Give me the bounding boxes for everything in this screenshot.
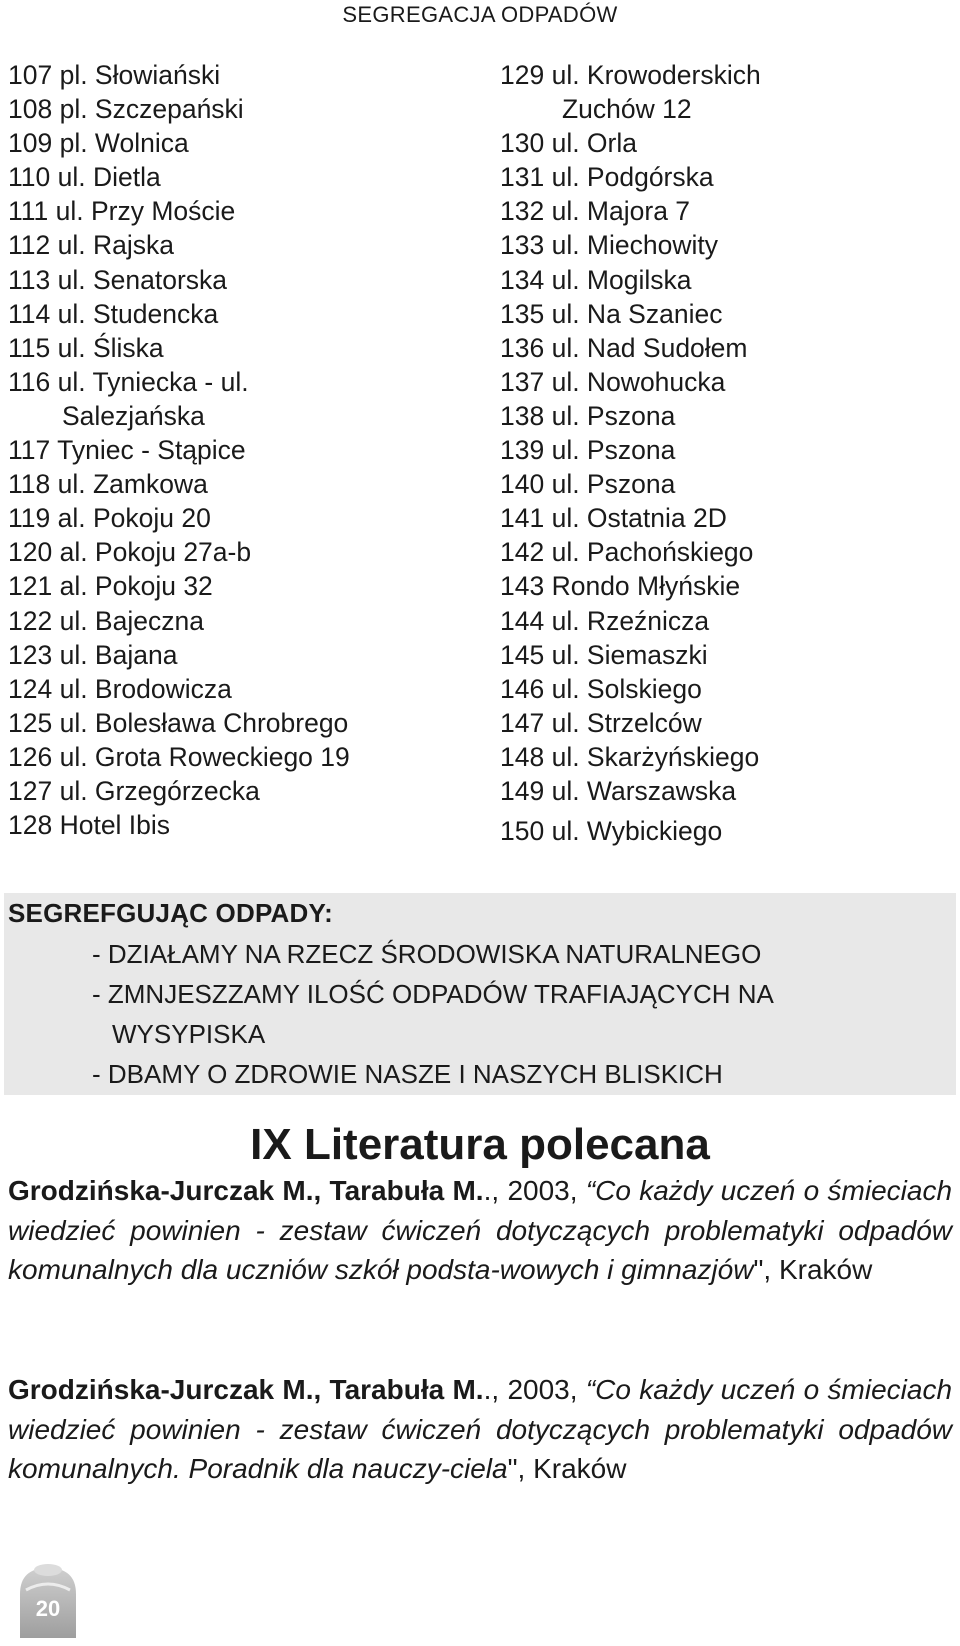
list-item-text: 125 ul. Bolesława Chrobrego bbox=[8, 707, 349, 738]
list-item bbox=[8, 467, 468, 501]
info-box-line-text: - DBAMY O ZDROWIE NASZE I NASZYCH BLISKICH bbox=[92, 1059, 723, 1089]
list-item bbox=[500, 740, 940, 774]
reference-place: ", Kraków bbox=[753, 1254, 873, 1285]
list-item bbox=[500, 569, 940, 603]
reference-title: “Co każdy uczeń o śmieciach wiedzieć powinien - zestaw ćwiczeń dotyczących problematyki odpadów komunalnych dla uczniów szkół podsta-wowych i gimnazjów bbox=[8, 1175, 953, 1285]
info-box-line-continuation: WYSYPISKA bbox=[112, 1019, 266, 1049]
list-item bbox=[8, 160, 468, 194]
list-item bbox=[8, 58, 468, 92]
list-item bbox=[500, 126, 940, 160]
list-item bbox=[500, 638, 940, 672]
list-item bbox=[500, 297, 940, 331]
list-item bbox=[500, 58, 940, 126]
list-item bbox=[8, 263, 468, 297]
list-item bbox=[500, 160, 940, 194]
list-item bbox=[8, 706, 468, 740]
list-item-text: 143 Rondo Młyńskie bbox=[500, 571, 741, 602]
list-item bbox=[500, 365, 940, 399]
reference-place: ", Kraków bbox=[507, 1453, 627, 1484]
running-header: SEGREGACJA ODPADÓW bbox=[342, 2, 618, 27]
list-item bbox=[500, 433, 940, 467]
list-item-text: 132 ul. Majora 7 bbox=[500, 196, 691, 227]
list-item bbox=[8, 194, 468, 228]
section-title: IX Literatura polecana bbox=[250, 1120, 710, 1169]
list-item bbox=[8, 433, 468, 467]
list-item-text: 129 ul. Krowoderskich bbox=[500, 60, 761, 90]
list-item-text: 134 ul. Mogilska bbox=[500, 264, 692, 295]
list-item bbox=[8, 774, 468, 808]
list-item bbox=[8, 365, 468, 433]
list-item-text: 133 ul. Miechowity bbox=[500, 230, 718, 261]
list-item-text: 144 ul. Rzeźnicza bbox=[500, 605, 710, 636]
list-item-text: 148 ul. Skarżyńskiego bbox=[500, 741, 760, 772]
list-item bbox=[500, 467, 940, 501]
list-item-text: 138 ul. Pszona bbox=[500, 400, 676, 431]
list-item-text: 117 Tyniec - Stąpice bbox=[8, 435, 246, 466]
list-item-text: 135 ul. Na Szaniec bbox=[500, 298, 723, 329]
reference-year: ., 2003, bbox=[483, 1374, 586, 1405]
info-box-line bbox=[92, 1054, 774, 1094]
list-item-text: 118 ul. Zamkowa bbox=[8, 469, 208, 500]
list-item-text: 131 ul. Podgórska bbox=[500, 162, 714, 193]
location-list-left bbox=[8, 58, 468, 842]
list-item-text: 107 pl. Słowiański bbox=[8, 60, 221, 90]
page-number: 20 bbox=[35, 1596, 61, 1621]
info-box-line bbox=[92, 934, 774, 974]
list-item-text: 122 ul. Bajeczna bbox=[8, 605, 204, 636]
list-item bbox=[8, 569, 468, 603]
list-item-text: 147 ul. Strzelców bbox=[500, 707, 702, 738]
list-item bbox=[8, 604, 468, 638]
list-item-text: 124 ul. Brodowicza bbox=[8, 673, 232, 704]
list-item-text: 111 ul. Przy Moście bbox=[8, 196, 236, 227]
list-item-text: 112 ul. Rajska bbox=[8, 230, 174, 261]
list-item-text: 128 Hotel Ibis bbox=[8, 810, 171, 841]
list-item bbox=[8, 126, 468, 160]
list-item-continuation: Zuchów 12 bbox=[562, 94, 692, 125]
list-item-text: 130 ul. Orla bbox=[500, 128, 637, 159]
list-item-text: 113 ul. Senatorska bbox=[8, 264, 228, 295]
list-item bbox=[500, 399, 940, 433]
list-item-text: 109 pl. Wolnica bbox=[8, 128, 189, 159]
list-item bbox=[500, 672, 940, 706]
list-item-text: 108 pl. Szczepański bbox=[8, 94, 244, 125]
list-item bbox=[500, 501, 940, 535]
list-item-text: 114 ul. Studencka bbox=[8, 298, 219, 329]
list-item-text: 149 ul. Warszawska bbox=[500, 775, 737, 806]
reference-2 bbox=[8, 1370, 952, 1489]
info-box-title: SEGREFGUJĄC ODPADY: bbox=[8, 898, 333, 928]
info-box-list bbox=[92, 934, 774, 1094]
info-box-line-text: - DZIAŁAMY NA RZECZ ŚRODOWISKA NATURALNEGO bbox=[92, 939, 762, 969]
reference-author: Grodzińska-Jurczak M., Tarabuła M. bbox=[8, 1374, 484, 1405]
list-item bbox=[500, 331, 940, 365]
list-item-text: 146 ul. Solskiego bbox=[500, 673, 702, 704]
reference-author: Grodzińska-Jurczak M., Tarabuła M. bbox=[8, 1175, 484, 1206]
list-item bbox=[8, 740, 468, 774]
location-list-right bbox=[500, 58, 940, 848]
list-item bbox=[8, 672, 468, 706]
list-item bbox=[500, 263, 940, 297]
list-item bbox=[8, 297, 468, 331]
list-item-continuation: Salezjańska bbox=[62, 400, 205, 431]
list-item-text: 142 ul. Pachońskiego bbox=[500, 537, 754, 568]
list-item-text: 140 ul. Pszona bbox=[500, 469, 676, 500]
list-item-text: 136 ul. Nad Sudołem bbox=[500, 332, 748, 363]
list-item-text: 120 al. Pokoju 27a-b bbox=[8, 537, 252, 568]
reference-year: ., 2003, bbox=[483, 1175, 586, 1206]
list-item bbox=[500, 814, 940, 848]
list-item-text: 137 ul. Nowohucka bbox=[500, 366, 726, 397]
list-item bbox=[500, 194, 940, 228]
info-box-line-text: - ZMNJESZZAMY ILOŚĆ ODPADÓW TRAFIAJĄCYCH NA bbox=[92, 979, 774, 1009]
info-box-line bbox=[92, 974, 774, 1054]
list-item bbox=[8, 501, 468, 535]
list-item-text: 139 ul. Pszona bbox=[500, 435, 676, 466]
list-item bbox=[8, 92, 468, 126]
list-item bbox=[8, 331, 468, 365]
list-item-text: 110 ul. Dietla bbox=[8, 162, 161, 193]
list-item bbox=[500, 604, 940, 638]
list-item-text: 116 ul. Tyniecka - ul. bbox=[8, 366, 249, 397]
list-item bbox=[500, 535, 940, 569]
list-item bbox=[500, 706, 940, 740]
list-item-text: 126 ul. Grota Roweckiego 19 bbox=[8, 741, 350, 772]
list-item bbox=[8, 638, 468, 672]
list-item-text: 121 al. Pokoju 32 bbox=[8, 571, 213, 602]
list-item-text: 145 ul. Siemaszki bbox=[500, 639, 708, 670]
list-item-text: 119 al. Pokoju 20 bbox=[8, 503, 211, 534]
list-item-text: 150 ul. Wybickiego bbox=[500, 816, 723, 847]
reference-1 bbox=[8, 1171, 952, 1290]
list-item bbox=[500, 228, 940, 262]
list-item-text: 115 ul. Śliska bbox=[8, 332, 164, 363]
list-item bbox=[8, 228, 468, 262]
list-item-text: 141 ul. Ostatnia 2D bbox=[500, 503, 727, 534]
list-item bbox=[8, 535, 468, 569]
list-item-text: 127 ul. Grzegórzecka bbox=[8, 775, 260, 806]
list-item bbox=[8, 808, 468, 842]
list-item-text: 123 ul. Bajana bbox=[8, 639, 178, 670]
list-item bbox=[500, 774, 940, 808]
reference-title: “Co każdy uczeń o śmieciach wiedzieć powinien - zestaw ćwiczeń dotyczących problematyki odpadów komunalnych. Poradnik dla nauczy-ciela bbox=[8, 1374, 953, 1484]
